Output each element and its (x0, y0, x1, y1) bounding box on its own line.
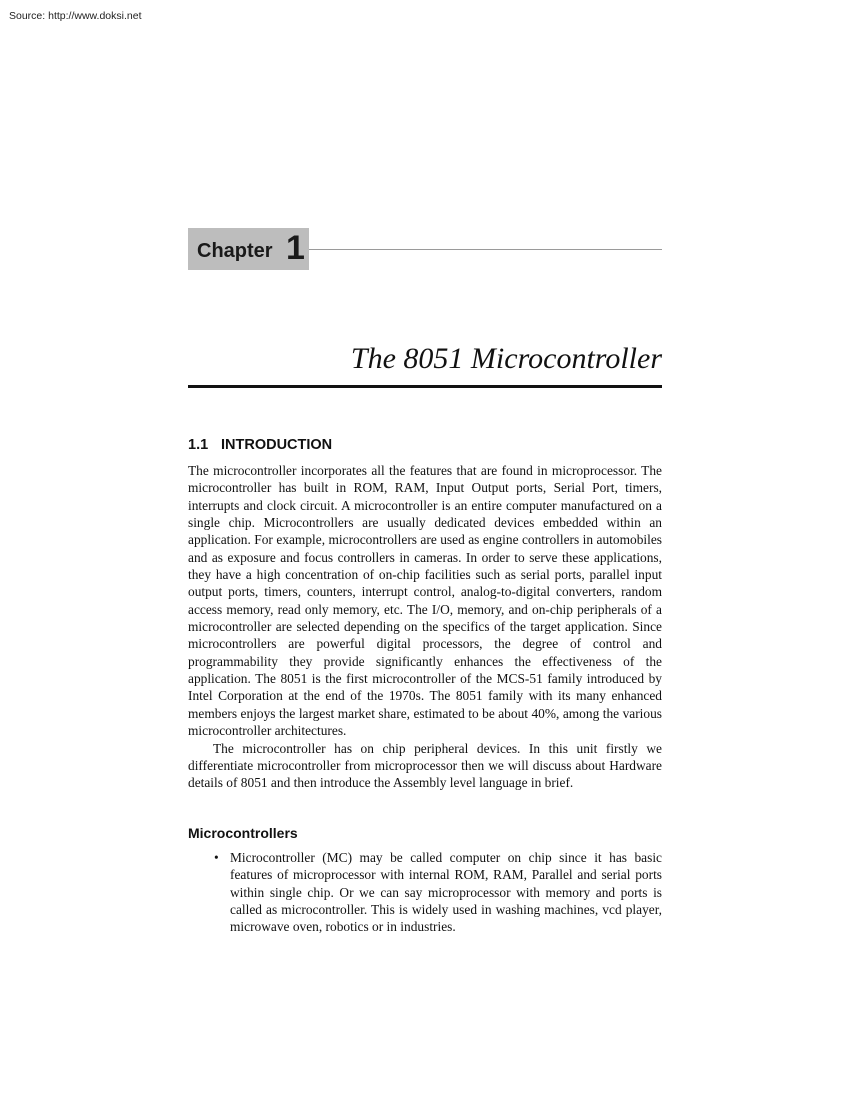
section-body (188, 462, 662, 792)
section-heading (188, 437, 332, 453)
subsection-heading: Microcontrollers (188, 825, 298, 841)
bullet-list (188, 849, 662, 936)
section-number: 1.1 (188, 437, 209, 453)
source-label: Source: http://www.doksi.net (9, 10, 142, 22)
chapter-word: Chapter (197, 240, 273, 262)
list-item (188, 849, 662, 936)
chapter-label-box (188, 228, 309, 270)
section-title: INTRODUCTION (221, 437, 333, 453)
body-paragraph: The microcontroller has on chip peripheral devices. In this unit firstly we differentiate microcontroller from microprocessor then we will discuss about Hardware details of 8051 and then introduce the Assembly level language in brief. (188, 740, 662, 791)
chapter-title: The 8051 Microcontroller (350, 342, 662, 375)
title-rule-divider (188, 385, 662, 388)
list-item-text: Microcontroller (MC) may be called computer on chip since it has basic features of microprocessor with internal ROM, RAM, Parallel and serial ports within single chip. Or we can say microprocessor with memory and ports is called as microcontroller. This is widely used in washing machines, vcd player, microwave oven, robotics or in industries. (230, 850, 662, 935)
chapter-rule-divider (309, 249, 662, 250)
chapter-number: 1 (286, 229, 305, 267)
body-paragraph: The microcontroller incorporates all the features that are found in microprocessor. The microcontroller has built in ROM, RAM, Input Output ports, Serial Port, timers, interrupts and clock circuit. A microcontroller is an entire computer manufactured on a single chip. Microcontrollers are usually dedicated devices embedded within an application. For example, microcontrollers are used as engine controllers in automobiles and as exposure and focus controllers in cameras. In order to serve these applications, they have a high concentration of on-chip facilities such as serial ports, parallel input output ports, timers, counters, interrupt control, analog-to-digital converters, random access memory, read only memory, etc. The I/O, memory, and on-chip peripherals of a microcontroller are selected depending on the specifics of the target application. Since microcontrollers are powerful digital processors, the degree of control and programmability they provide significantly enhances the effectiveness of the application. The 8051 is the first microcontroller of the MCS-51 family introduced by Intel Corporation at the end of the 1970s. The 8051 family with its many enhanced members enjoys the largest market share, estimated to be about 40%, among the various microcontroller architectures. (188, 463, 662, 739)
bullet-icon: • (214, 850, 219, 865)
